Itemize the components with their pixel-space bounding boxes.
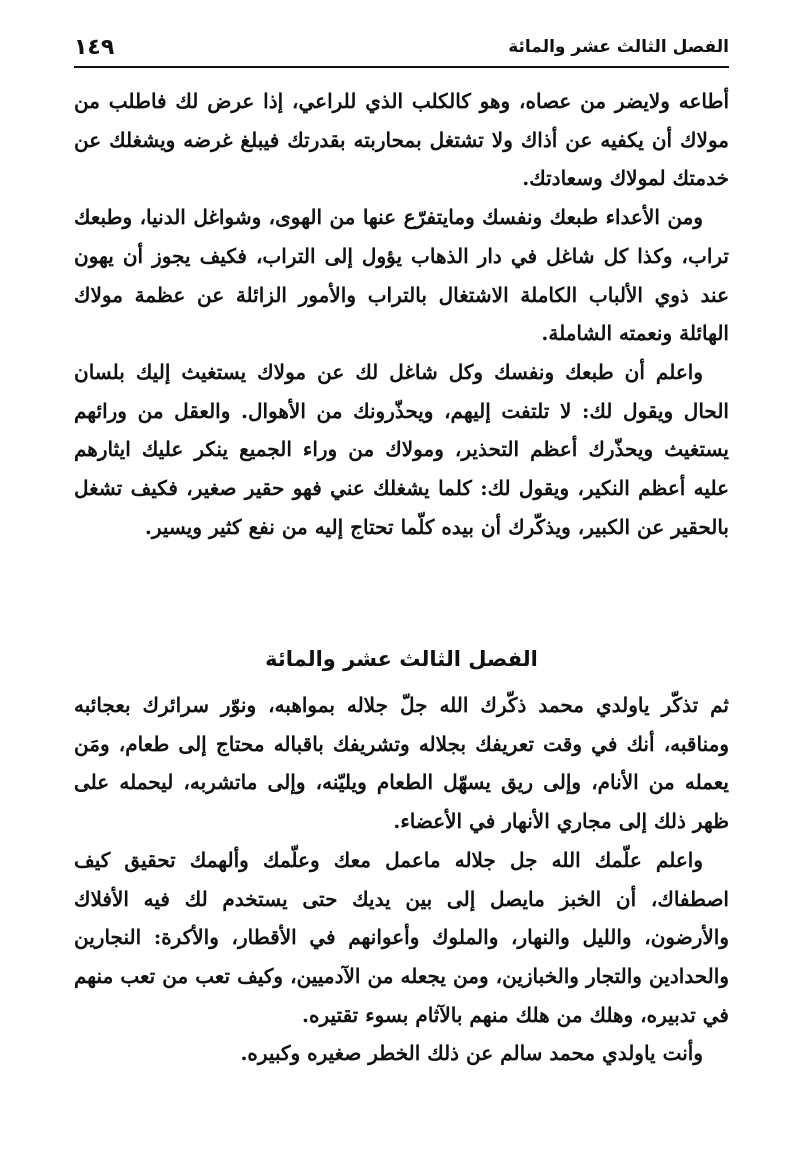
running-title: الفصل الثالث عشر والمائة — [508, 37, 729, 57]
chapter-heading: الفصل الثالث عشر والمائة — [265, 647, 538, 671]
paragraph: ثم تذكّر ياولدي محمد ذكّرك الله جلّ جلاله بمواهبه، ونوّر سرائرك بعجائبه ومناقبه، أنك في وقت تعريفك بجلاله وتشريفك باقباله محتاج إلى طعام، ومَن يعمله من الأنام، وإلى ريق يسهّل الطعام ويليّنه، وإلى ماتشربه، ليحمله على ظهر ذلك إلى مجاري الأنهار في الأعضاء. — [74, 693, 729, 834]
text-block-top — [74, 82, 729, 546]
paragraph: واعلم أن طبعك ونفسك وكل شاغل لك عن مولاك يستغيث إليك بلسان الحال ويقول لك: لا تلتفت إليهم، ويحذّرونك من الأهوال. والعقل من ورائهم يستغيث ويحذّرك أعظم التحذير، ومولاك من وراء الجميع ينكر عليك ايثارهم عليه أعظم النكير، ويقول لك: كلما يشغلك عني فهو حقير صغير، فكيف تشغل بالحقير عن الكبير، ويذكّرك أن بيده كلّما تحتاج إليه من نفع كثير ويسير. — [74, 359, 729, 539]
paragraph: وأنت ياولدي محمد سالم عن ذلك الخطر صغيره وكبيره. — [240, 1041, 703, 1066]
text-block-bottom — [74, 686, 729, 1073]
header-rule — [74, 66, 729, 68]
paragraph: واعلم علّمك الله جل جلاله ماعمل معك وعلّمك وألهمك تحقيق كيف اصطفاك، أن الخبز مايصل إلى بين يديك حتى يستخدم لك فيه الأفلاك والأرضون، والليل والنهار، والملوك وأعوانهم في الأقطار، والأكرة: النجارين والحدادين والتجار والخبازين، ومن يجعله من الآدميين، وكيف تعب من تعب منهم في تدبيره، وهلك من هلك منهم بالآثام بسوء تقتيره. — [74, 847, 729, 1027]
paragraph: أطاعه ولايضر من عصاه، وهو كالكلب الذي للراعي، إذا عرض لك فاطلب من مولاك أن يكفيه عن أذاك ولا تشتغل بمحاربته بقدرتك فيبلغ غرضه ويشغلك عن خدمتك لمولاك وسعادتك. — [74, 89, 729, 191]
page-header — [74, 30, 729, 64]
paragraph: ومن الأعداء طبعك ونفسك ومايتفرّع عنها من الهوى، وشواغل الدنيا، وطبعك تراب، وكذا كل شاغل في دار الذهاب يؤول إلى التراب، فكيف يجوز أن يهون عند ذوي الألباب الكاملة الاشتغال بالتراب والأمور الزائلة عن عظمة مولاك الهائلة ونعمته الشاملة. — [74, 205, 729, 346]
page-number: ١٤٩ — [74, 34, 115, 60]
